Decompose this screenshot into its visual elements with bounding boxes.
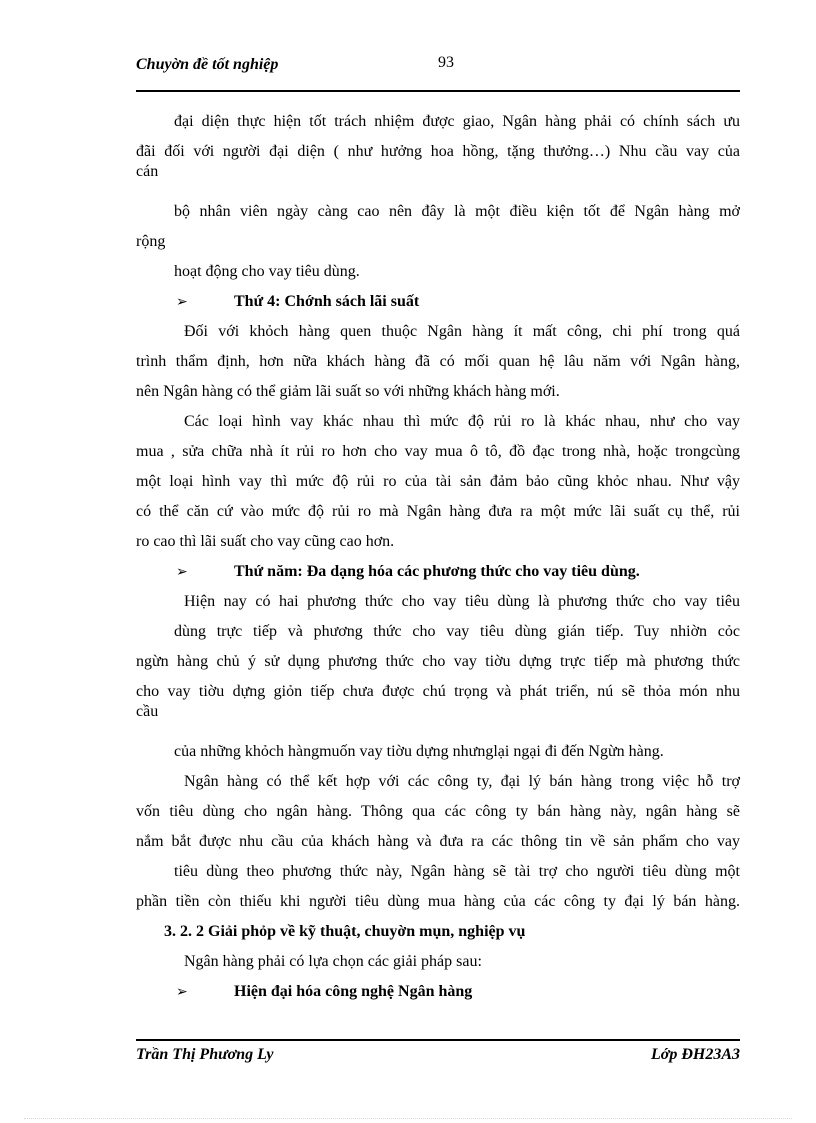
text-line: vốn tiêu dùng cho ngân hàng. Thông qua các công ty bán hàng này, ngân hàng sẽ [136,803,740,820]
subsection-heading: 3. 2. 2 Giải phỏp về kỹ thuật, chuyờn mụn, nghiệp vụ [164,923,526,940]
text-line: ngừn hàng chủ ý sử dụng phương thức cho vay tiờu dựng trực tiếp mà phương thức [136,653,740,670]
page-number: 93 [438,54,454,71]
footer-author: Trần Thị Phương Ly [136,1046,274,1063]
text-line: dùng trực tiếp và phương thức cho vay tiêu dùng gián tiếp. Tuy nhiờn cỏc [174,623,740,640]
page-footer [136,1046,740,1070]
text-line: cán [136,163,159,180]
text-line: Hiện nay có hai phương thức cho vay tiêu dùng là phương thức cho vay tiêu [184,593,740,610]
section-heading: Thứ năm: Đa dạng hóa các phương thức cho vay tiêu dùng. [234,563,640,580]
text-line: cho vay tiờu dựng giỏn tiếp chưa được chú trọng và phát triển, nú sẽ thỏa món nhu [136,683,740,700]
text-line: đại diện thực hiện tốt trách nhiệm được giao, Ngân hàng phải có chính sách ưu [174,113,740,130]
text-line: bộ nhân viên ngày càng cao nên đây là một điều kiện tốt để Ngân hàng mở [174,203,740,220]
header-title: Chuyờn đề tốt nghiệp [136,56,279,73]
text-line: có thể căn cứ vào mức độ rủi ro mà Ngân hàng đưa ra một mức lãi suất cụ thể, rủi [136,503,740,520]
text-line: một loại hình vay thì mức độ rủi ro của tài sản đảm bảo cũng khỏc nhau. Như vậy [136,473,740,490]
text-line: hoạt động cho vay tiêu dùng. [174,263,360,280]
section-heading: Thứ 4: Chớnh sách lãi suất [234,293,420,310]
text-line: rộng [136,233,166,250]
page-edge-divider [24,1118,792,1119]
text-line: nắm bắt được nhu cầu của khách hàng và đưa ra các thông tin về sản phẩm cho vay [136,833,740,850]
text-line: Các loại hình vay khác nhau thì mức độ rủi ro là khác nhau, như cho vay [184,413,740,430]
header-rule [136,90,740,92]
bullet-arrow-icon: ➢ [176,295,188,310]
text-line: ro cao thì lãi suất cho vay cũng cao hơn. [136,533,395,550]
footer-class: Lớp ĐH23A3 [650,1046,740,1063]
text-line: Ngân hàng phải có lựa chọn các giải pháp sau: [184,953,482,970]
footer-rule [136,1039,740,1041]
text-line: Ngân hàng có thể kết hợp với các công ty, đại lý bán hàng trong việc hỗ trợ [184,773,740,790]
text-line: trình thẩm định, hơn nữa khách hàng đã có mối quan hệ lâu năm với Ngân hàng, [136,353,740,370]
text-line: Đối với khỏch hàng quen thuộc Ngân hàng ít mất công, chi phí trong quá [184,323,740,340]
section-heading: Hiện đại hóa công nghệ Ngân hàng [234,983,473,1000]
page-header [136,56,740,80]
text-line: của những khỏch hàngmuốn vay tiờu dựng nhưnglại ngại đi đến Ngừn hàng. [174,743,664,760]
text-line: nên Ngân hàng có thể giảm lãi suất so với những khách hàng mới. [136,383,560,400]
text-line: phần tiền còn thiếu khi người tiêu dùng mua hàng của các công ty đại lý bán hàng. [136,893,740,910]
text-line: đãi đối với người đại diện ( như hưởng hoa hồng, tặng thưởng…) Nhu cầu vay của [136,143,740,160]
text-line: tiêu dùng theo phương thức này, Ngân hàng sẽ tài trợ cho người tiêu dùng một [174,863,740,880]
bullet-arrow-icon: ➢ [176,565,188,580]
text-line: mua , sửa chữa nhà ít rủi ro hơn cho vay mua ô tô, đồ đạc trong nhà, hoặc trongcùng [136,443,740,460]
text-line: cầu [136,703,159,720]
bullet-arrow-icon: ➢ [176,985,188,1000]
